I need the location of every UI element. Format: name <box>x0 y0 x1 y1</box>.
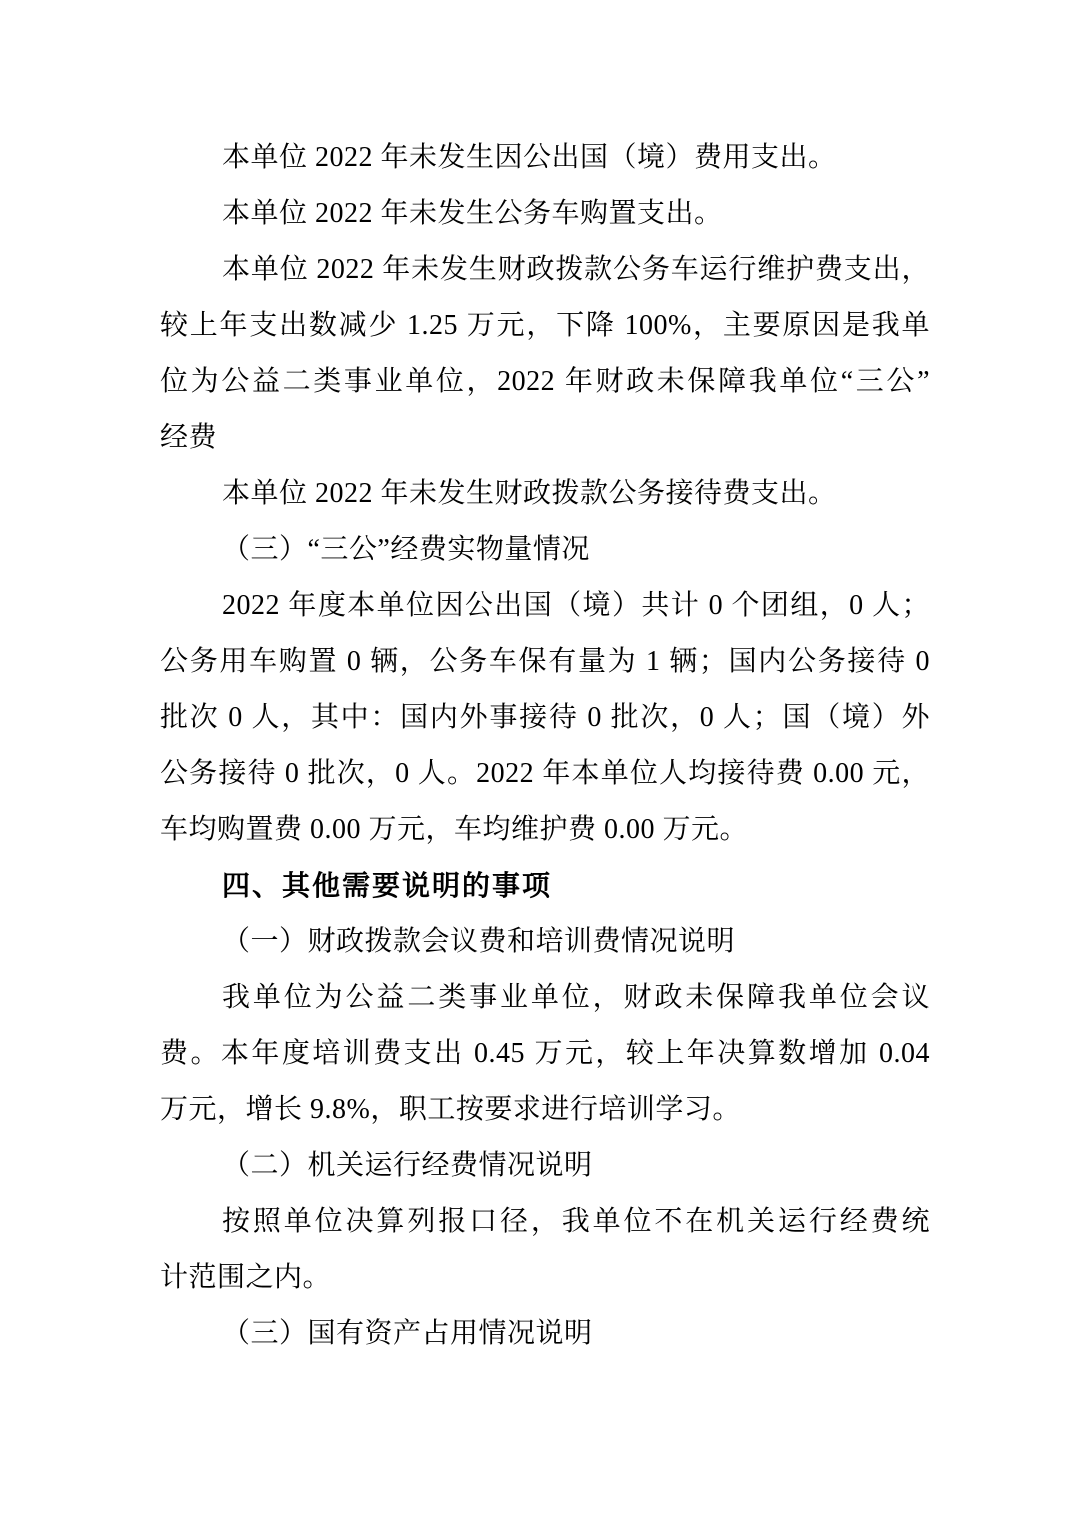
paragraph-line: 计范围之内。 <box>160 1262 332 1293</box>
paragraph-line: 公务用车购置 0 辆，公务车保有量为 1 辆；国内公务接待 0 <box>160 646 930 677</box>
paragraph-line: 经费 <box>160 422 218 453</box>
paragraph-line: 批次 0 人，其中：国内外事接待 0 批次，0 人；国（境）外 <box>160 702 930 733</box>
paragraph-line: 我单位为公益二类事业单位，财政未保障我单位会议 <box>222 982 930 1013</box>
subsection-heading: （三）国有资产占用情况说明 <box>222 1318 593 1349</box>
subsection-heading: （二）机关运行经费情况说明 <box>222 1150 593 1181</box>
paragraph-line: 公务接待 0 批次，0 人。2022 年本单位人均接待费 0.00 元， <box>160 758 930 789</box>
paragraph-line: 本单位 2022 年未发生财政拨款公务接待费支出。 <box>222 478 837 509</box>
document-text-block <box>160 130 930 1362</box>
section-heading: 四、其他需要说明的事项 <box>222 870 553 901</box>
paragraph-line: 车均购置费 0.00 万元，车均维护费 0.00 万元。 <box>160 814 749 845</box>
paragraph-line: 2022 年度本单位因公出国（境）共计 0 个团组，0 人； <box>222 590 930 621</box>
paragraph-line: 按照单位决算列报口径，我单位不在机关运行经费统 <box>222 1206 930 1237</box>
paragraph-line: 费。本年度培训费支出 0.45 万元，较上年决算数增加 0.04 <box>160 1038 930 1069</box>
paragraph-line: 位为公益二类事业单位，2022 年财政未保障我单位“三公” <box>160 366 930 397</box>
paragraph-line: 万元，增长 9.8%，职工按要求进行培训学习。 <box>160 1094 741 1125</box>
paragraph-line: 较上年支出数减少 1.25 万元，下降 100%，主要原因是我单 <box>160 310 930 341</box>
paragraph-line: 本单位 2022 年未发生公务车购置支出。 <box>222 198 723 229</box>
subsection-heading: （三）“三公”经费实物量情况 <box>222 534 590 565</box>
paragraph-line: 本单位 2022 年未发生因公出国（境）费用支出。 <box>222 142 837 173</box>
paragraph-line: 本单位 2022 年未发生财政拨款公务车运行维护费支出， <box>222 254 930 285</box>
subsection-heading: （一）财政拨款会议费和培训费情况说明 <box>222 926 736 957</box>
